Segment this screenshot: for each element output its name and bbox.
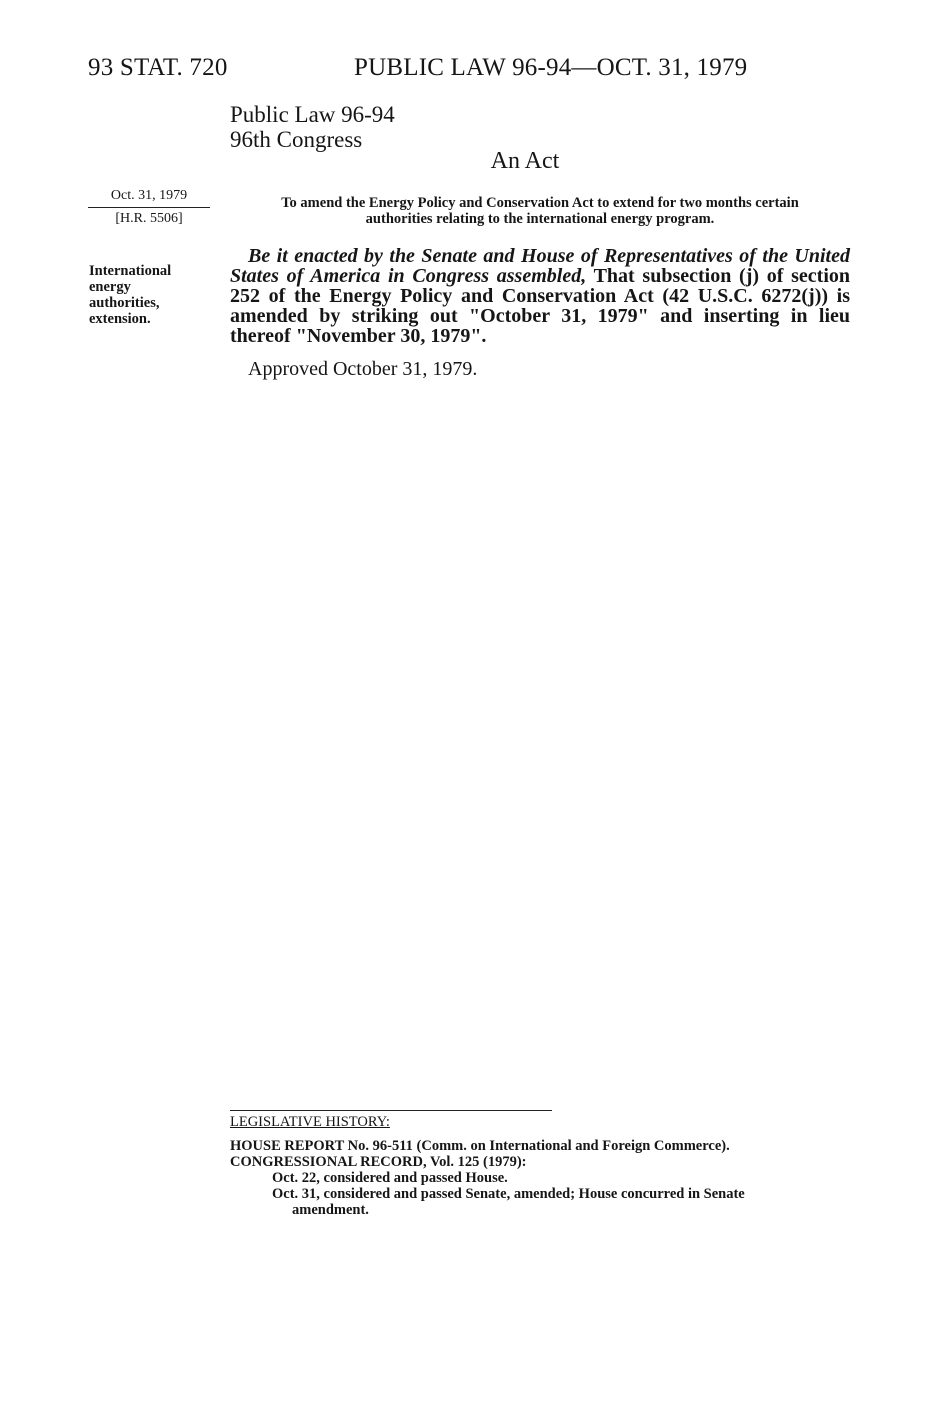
sidebar-note-line: International <box>89 263 172 279</box>
act-purpose <box>230 195 850 227</box>
approval-date: Approved October 31, 1979. <box>248 358 478 380</box>
purpose-line: To amend the Energy Policy and Conservation Act to extend for two months certain <box>281 195 799 211</box>
enacting-clause <box>230 246 850 346</box>
sidebar-note-line: extension. <box>89 311 151 327</box>
sidebar-rule <box>88 207 210 208</box>
running-title: PUBLIC LAW 96-94—OCT. 31, 1979 <box>354 54 748 81</box>
stat-page-number: 93 STAT. 720 <box>88 54 228 81</box>
law-title-block <box>230 102 395 152</box>
sidebar-note-line: authorities, <box>89 295 160 311</box>
public-law-number: Public Law 96-94 <box>230 102 395 127</box>
history-entry-continuation: amendment. <box>292 1202 369 1218</box>
history-entry: Oct. 31, considered and passed Senate, amended; House concurred in Senate <box>272 1186 745 1202</box>
sidebar-note-line: energy <box>89 279 131 295</box>
sidebar-date: Oct. 31, 1979 <box>110 188 188 203</box>
enacting-formula: Be it enacted by the Senate and House of Representatives of the United States of America in Congress assembled, <box>230 245 850 287</box>
legislative-history-rule <box>230 1110 552 1111</box>
legislative-history-title: LEGISLATIVE HISTORY: <box>230 1114 390 1130</box>
enacting-text: That subsection (j) of section 252 of the Energy Policy and Conservation Act (42 U.S.C. 6272(j)) is amended by striking out "October 31, 1979" and inserting in lieu thereof "November 30, 1979". <box>230 265 851 347</box>
sidebar-date-block <box>88 187 210 228</box>
house-report: HOUSE REPORT No. 96-511 (Comm. on International and Foreign Commerce). <box>230 1138 730 1154</box>
congress-number: 96th Congress <box>230 127 363 152</box>
sidebar-bill-number: [H.R. 5506] <box>115 211 183 226</box>
act-heading: An Act <box>490 148 560 174</box>
history-entry: Oct. 22, considered and passed House. <box>272 1170 508 1186</box>
legislative-history <box>230 1110 852 1218</box>
purpose-line: authorities relating to the international energy program. <box>365 211 715 227</box>
sidebar-margin-note <box>89 263 199 327</box>
congressional-record: CONGRESSIONAL RECORD, Vol. 125 (1979): <box>230 1154 527 1170</box>
